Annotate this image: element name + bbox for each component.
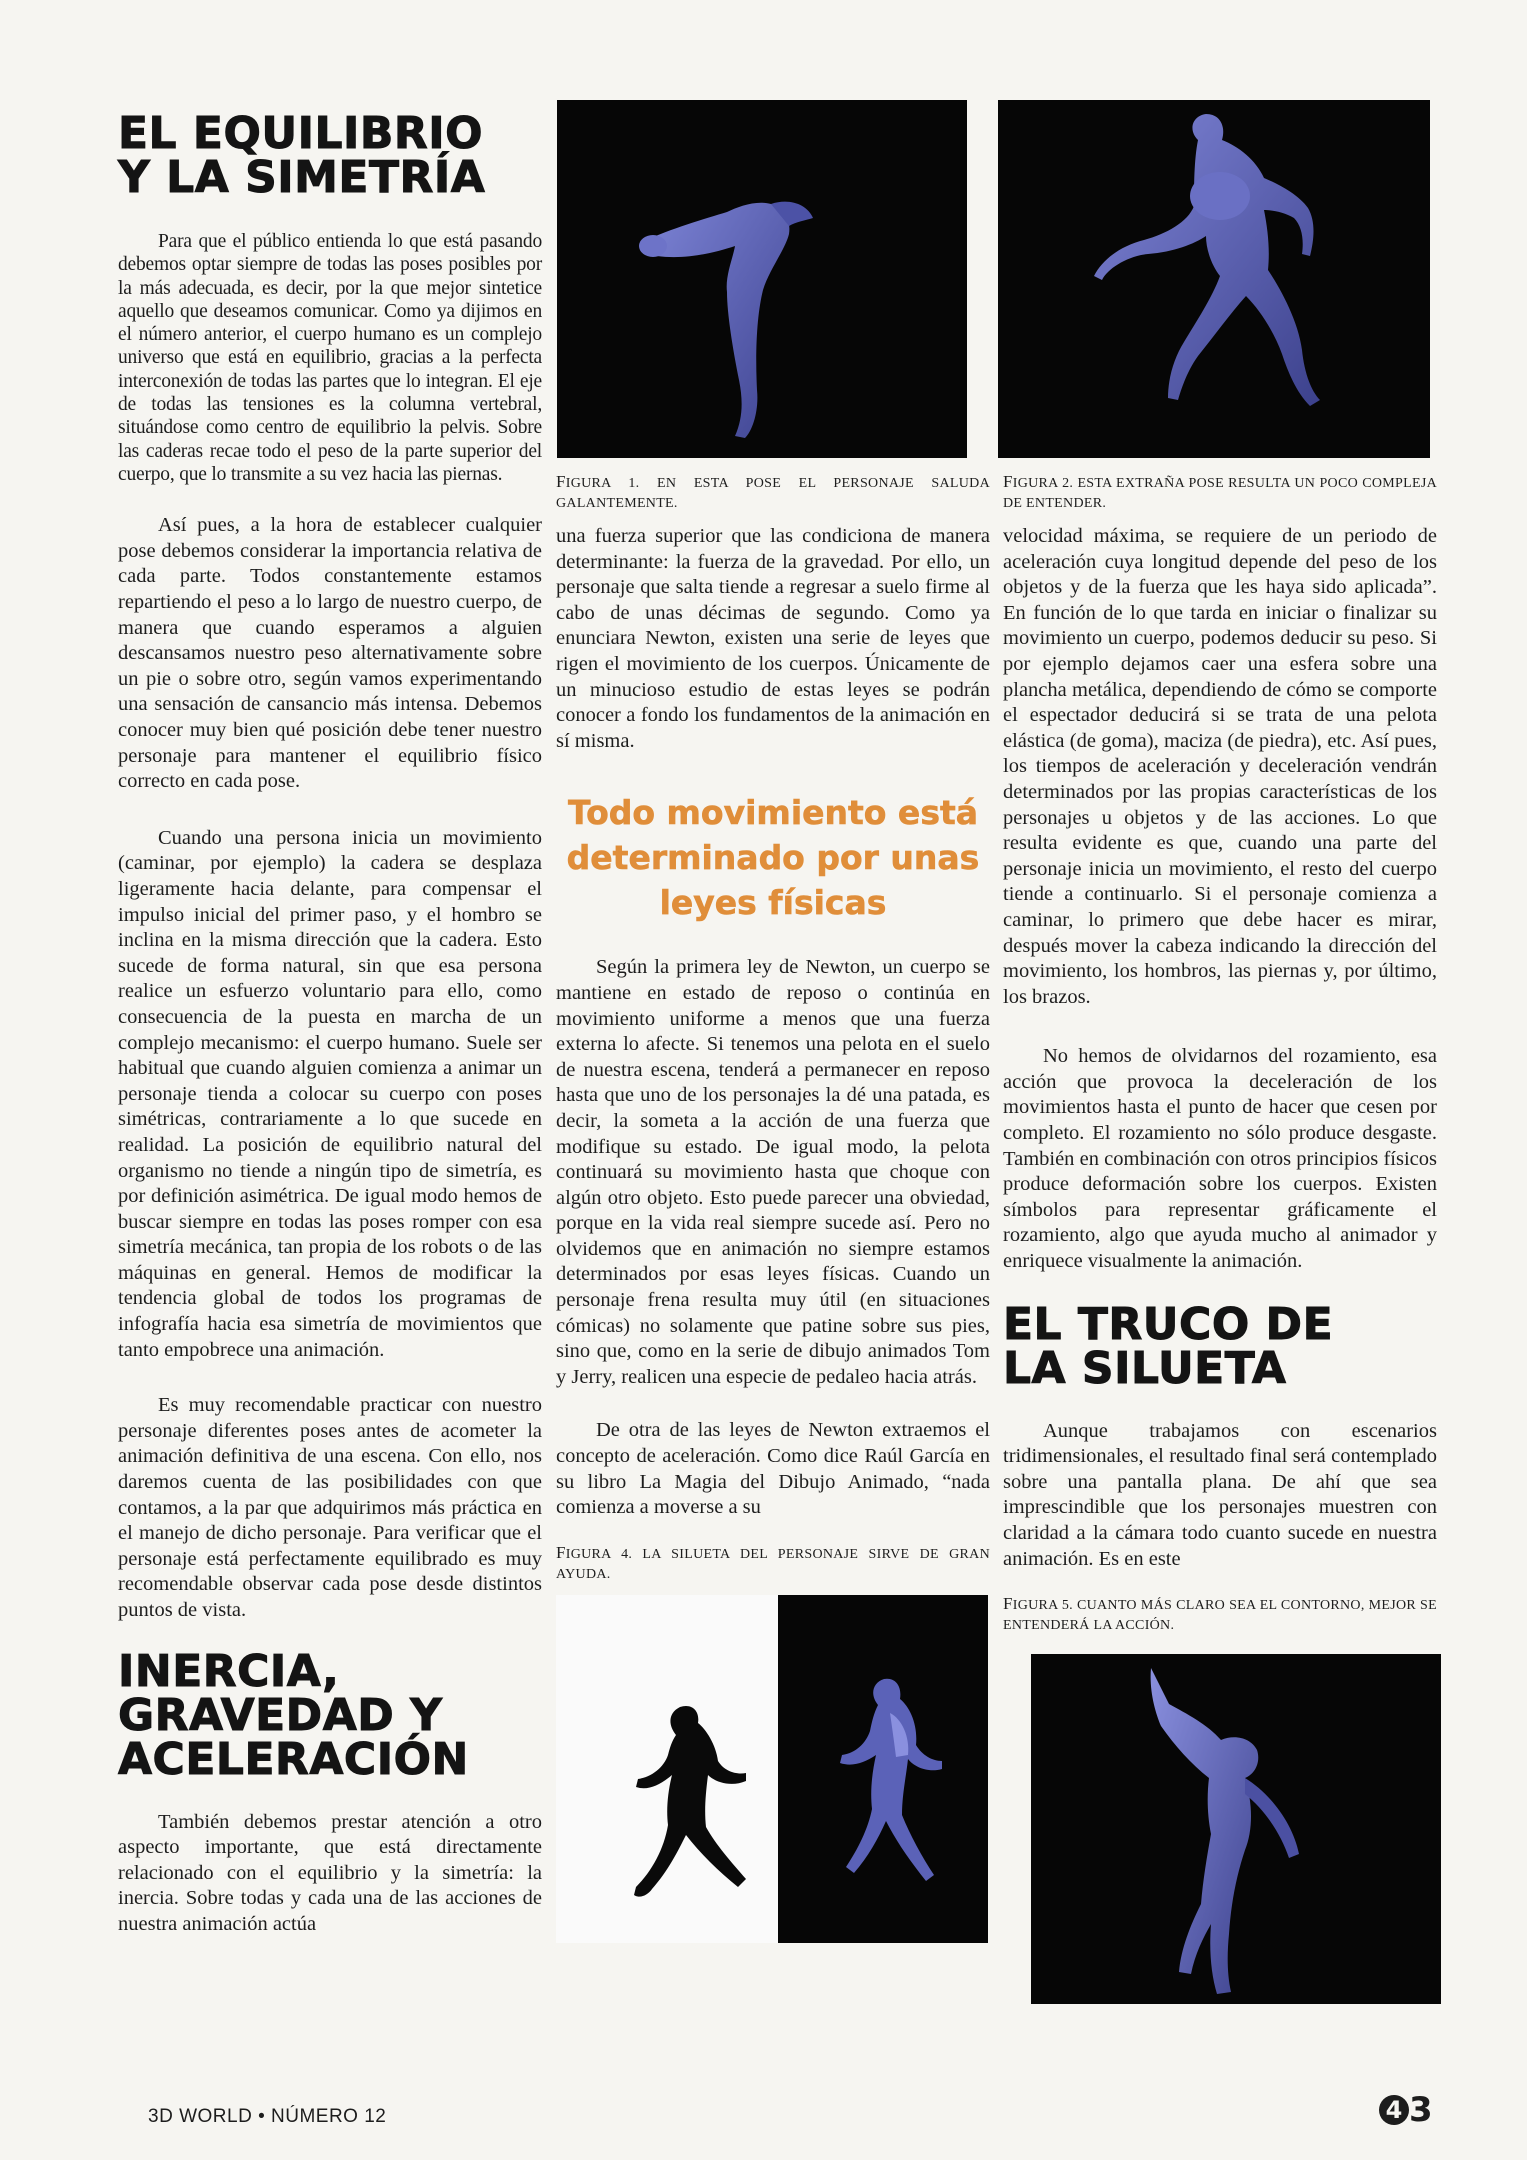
footer-magazine-issue: 3D WORLD • NÚMERO 12 (148, 2106, 387, 2127)
page-number (1379, 2090, 1433, 2130)
figure-1-caption: FIGURA 1. EN ESTA POSE EL PERSONAJE SALUDA GALANTEMENTE. (556, 472, 990, 511)
col3-body-2 (1003, 1419, 1437, 1573)
paragraph: También debemos prestar atención a otro aspecto importante, que está directamente relacionado con el equilibrio y la simetría: la inercia. Sobre todas y cada una de las acciones de nuestra animación actúa (118, 1810, 542, 1935)
col1-body-2 (118, 1810, 542, 1938)
column-1 (118, 100, 542, 1938)
column-3 (1003, 100, 1437, 2004)
figure-2 (998, 100, 1430, 458)
figure-5-caption: FIGURA 5. CUANTO MÁS CLARO SEA EL CONTORNO, MEJOR SE ENTENDERÁ LA ACCIÓN. (1003, 1594, 1437, 1634)
paragraph: Es muy recomendable practicar con nuestro personaje diferentes poses antes de acometer la animación definitiva de una escena. Con ello, nos daremos cuenta de las posibilidades con que contamos, a la par que adquirimos más práctica en el manejo de dicho personaje. Para verificar que el personaje está perfectamente equilibrado es muy recomendable observar cada pose desde distintos puntos de vista. (118, 1394, 542, 1622)
paragraph: Aunque trabajamos con escenarios tridimensionales, el resultado final será contemplado sobre una pantalla plana. De ahí que sea imprescindible que los personajes muestren con claridad a la cámara todo cuanto sucede en nuestra animación. Es en este (1003, 1419, 1437, 1570)
figure-1-character (645, 203, 789, 438)
page-number-digit-2: 3 (1409, 2090, 1433, 2130)
heading-equilibrio: EL EQUILIBRIO Y LA SIMETRÍA (118, 108, 486, 203)
figure-4-caption: FIGURA 4. LA SILUETA DEL PERSONAJE SIRVE DE GRAN AYUDA. (556, 1542, 990, 1582)
paragraph: Según la primera ley de Newton, un cuerpo se mantiene en estado de reposo o continúa en movimiento uniforme a menos que una fuerza externa lo afecte. Si tenemos una pelota en el suelo de nuestra escena, tenderá a permanecer en reposo hasta que uno de los personajes la dé una patada, es decir, la someta a la acción de una fuerza que modifique su estado. De igual modo, la pelota continuará su movimiento hasta que choque con algún otro objeto. Esto puede parecer una obviedad, porque en la vida real siempre sucede así. Pero no olvidemos que en animación no siempre estamos determinados por esas leyes físicas. Cuando un personaje frena resulta muy útil (en situaciones cómicas) no solamente que patine sobre sus pies, sino que, como en la serie de dibujo animados Tom y Jerry, realicen una especie de pedaleo hacia atrás. (556, 956, 990, 1388)
col3-body (1003, 524, 1437, 1275)
paragraph: De otra de las leyes de Newton extraemos el concepto de aceleración. Como dice Raúl García en su libro La Magia del Dibujo Animado, “nada comienza a moverse a su (556, 1419, 990, 1519)
paragraph: No hemos de olvidarnos del rozamiento, esa acción que provoca la deceleración de los movimientos hasta el punto de hacer que cesen por completo. El rozamiento no sólo produce desgaste. También en combinación con otros principios físicos produce deformación sobre los cuerpos. Existen símbolos para representar gráficamente el rozamiento, algo que ayuda mucho al animador y enriquece visualmente la animación. (1003, 1045, 1437, 1273)
figure-1 (557, 100, 967, 458)
heading-silueta: EL TRUCO DE LA SILUETA (1003, 1298, 1334, 1394)
figure-5-image (1031, 1654, 1441, 2004)
heading-inercia: INERCIA, GRAVEDAD Y ACELERACIÓN (118, 1645, 469, 1785)
col2-body (556, 524, 990, 754)
col1-body (118, 230, 542, 1624)
page-number-digit-1: 4 (1379, 2095, 1409, 2125)
paragraph: una fuerza superior que las condiciona de manera determinante: la fuerza de la gravedad. Por ello, un personaje que salta tiende a regresar a suelo firme al cabo de unas décimas de segundo. Como ya enunciara Newton, existen una serie de leyes que rigen el movimiento de los cuerpos. Únicamente de un minucioso estudio de estas leyes se podrán conocer a fondo los fundamentos de la animación en sí misma. (556, 525, 990, 752)
col2-body-2 (556, 955, 990, 1520)
figure-4-image (556, 1595, 988, 1943)
figure-4-render (840, 1679, 942, 1881)
paragraph: velocidad máxima, se requiere de un periodo de aceleración cuya longitud depende del peso de los objetos y de la fuerza que les haya sido aplicada”. En función de lo que tarda en iniciar o finalizar su movimiento un cuerpo, podemos deducir su peso. Si por ejemplo dejamos caer una esfera sobre una plancha metálica, dependiendo de cómo se comporte el espectador deducirá si se trata de una pelota elástica (de goma), maciza (de piedra), etc. Así pues, los tiempos de aceleración y deceleración vendrán determinados por las propias características de los personajes u objetos y de las acciones. Lo que resulta evidente es que, cuando una parte del personaje inicia un movimiento, el resto del cuerpo tiende a continuarlo. Si el personaje comienza a caminar, lo primero que debe hacer es mirar, después mover la cabeza indicando la dirección del movimiento, los hombros, las piernas y, por último, los brazos. (1003, 525, 1437, 1008)
figure-2-image (998, 100, 1430, 458)
figure-1-image (557, 100, 967, 458)
figure-4 (556, 1595, 988, 1943)
paragraph: Cuando una persona inicia un movimiento (caminar, por ejemplo) la cadera se desplaza ligeramente hacia delante, para compensar el impulso inicial del primer paso, y el hombro se inclina en la misma dirección que la cadera. Esto sucede de forma natural, sin que esa persona realice un esfuerzo voluntario para ello, como consecuencia de la puesta en marcha de un complejo mecanismo: el cuerpo humano. Suele ser habitual que cuando alguien comienza a animar un personaje tienda a colocar su cuerpo con poses simétricas, contrariamente a lo que sucede en realidad. La posición de equilibrio natural del organismo no tiende a ningún tipo de simetría, es por definición asimétrica. De igual modo hemos de buscar siempre en todas las poses romper con esa simetría mecánica, tan propia de los robots o de las máquinas en general. Hemos de modificar la tendencia global de todos los programas de infografía hacia esa simetría de movimientos que tanto empobrece una animación. (118, 826, 542, 1361)
paragraph: Para que el público entienda lo que está pasando debemos optar siempre de todas las poses posibles por la más adecuada, es decir, por la que mejor sintetice aquello que deseamos comunicar. Como ya dijimos en el número anterior, el cuerpo humano es un complejo universo que está en equilibrio, gracias a la perfecta interconexión de todas las partes que lo integran. El eje de todas las tensiones es la columna vertebral, situándose como centro de equilibrio la pelvis. Sobre las caderas recae todo el peso de la parte superior del cuerpo, que lo transmite a su vez hacia las piernas. (118, 231, 542, 485)
figure-2-character (1094, 114, 1320, 406)
figure-5 (1031, 1654, 1441, 2004)
pull-quote: Todo movimiento está determinado por unas leyes físicas (566, 793, 980, 923)
paragraph: Así pues, a la hora de establecer cualquier pose debemos considerar la importancia relativa de cada parte. Todos constantemente estamos repartiendo el peso a lo largo de nuestro cuerpo, de manera que cuando esperamos a alguien descansamos nuestro peso alternativamente sobre un pie o sobre otro, según vamos experimentando una sensación de cansancio más intensa. Debemos conocer muy bien qué posición debe tener nuestro personaje para mantener el equilibrio físico correcto en cada pose. (118, 514, 542, 793)
figure-2-caption: FIGURA 2. ESTA EXTRAÑA POSE RESULTA UN POCO COMPLEJA DE ENTENDER. (1003, 472, 1437, 511)
column-2 (556, 100, 990, 1943)
figure-5-character (1151, 1668, 1259, 1994)
